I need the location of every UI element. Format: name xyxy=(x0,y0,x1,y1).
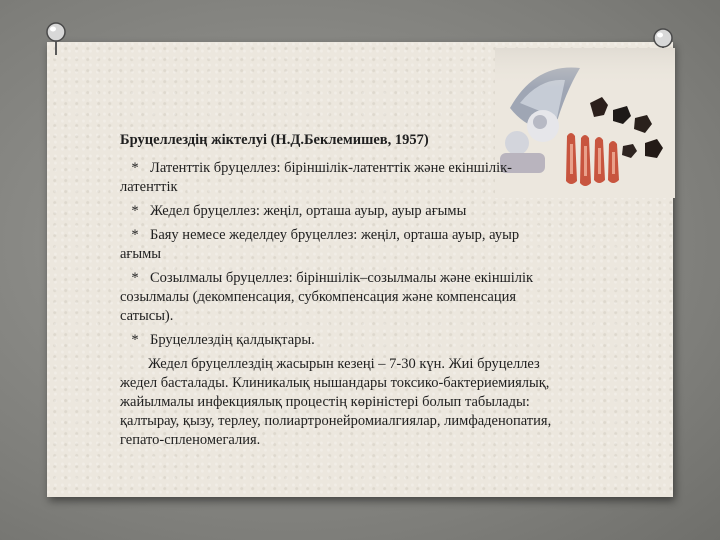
slide-content xyxy=(120,131,560,455)
bullet-text: Жедел бруцеллез: жеңіл, орташа ауыр, ауыр ағымы xyxy=(150,203,467,219)
slide-heading: Бруцеллездің жіктелуі (Н.Д.Беклемишев, 1957) xyxy=(120,132,429,148)
asterisk-icon xyxy=(120,202,150,221)
asterisk-icon xyxy=(120,226,150,245)
bullet-text: Баяу немесе жеделдеу бруцеллез: жеңіл, орташа ауыр, ауыр ағымы xyxy=(120,227,520,262)
asterisk-icon xyxy=(120,269,150,288)
bullet-text: Бруцеллездің қалдықтары. xyxy=(150,332,315,348)
bullet-item xyxy=(120,331,560,350)
bullet-item xyxy=(120,202,560,221)
asterisk-icon xyxy=(120,331,150,350)
asterisk-icon xyxy=(120,159,150,178)
body-paragraph: Жедел бруцеллездің жасырын кезеңі – 7-30 күн. Жиі бруцеллез жедел басталады. Клиникалық нышандары токсико-бактериемиялық, жайылмалы инфекциялық процестің көріністері болып табылады: қалтырау, қызу, терлеу, полиартронейромиалгиялар, лимфаденопатия, гепато-спленомегалия. xyxy=(120,356,552,448)
bullet-text: Латенттік бруцеллез: біріншілік-латенттік және екіншілік-латенттік xyxy=(120,160,512,195)
bullet-item xyxy=(120,269,560,326)
bullet-item xyxy=(120,226,560,264)
bullet-item xyxy=(120,159,560,197)
bullet-text: Созылмалы бруцеллез: біріншілік–созылмалы және екіншілік созылмалы (декомпенсация, субкомпенсация және компенсация сатысы). xyxy=(120,270,534,324)
pin-icon xyxy=(45,22,67,56)
